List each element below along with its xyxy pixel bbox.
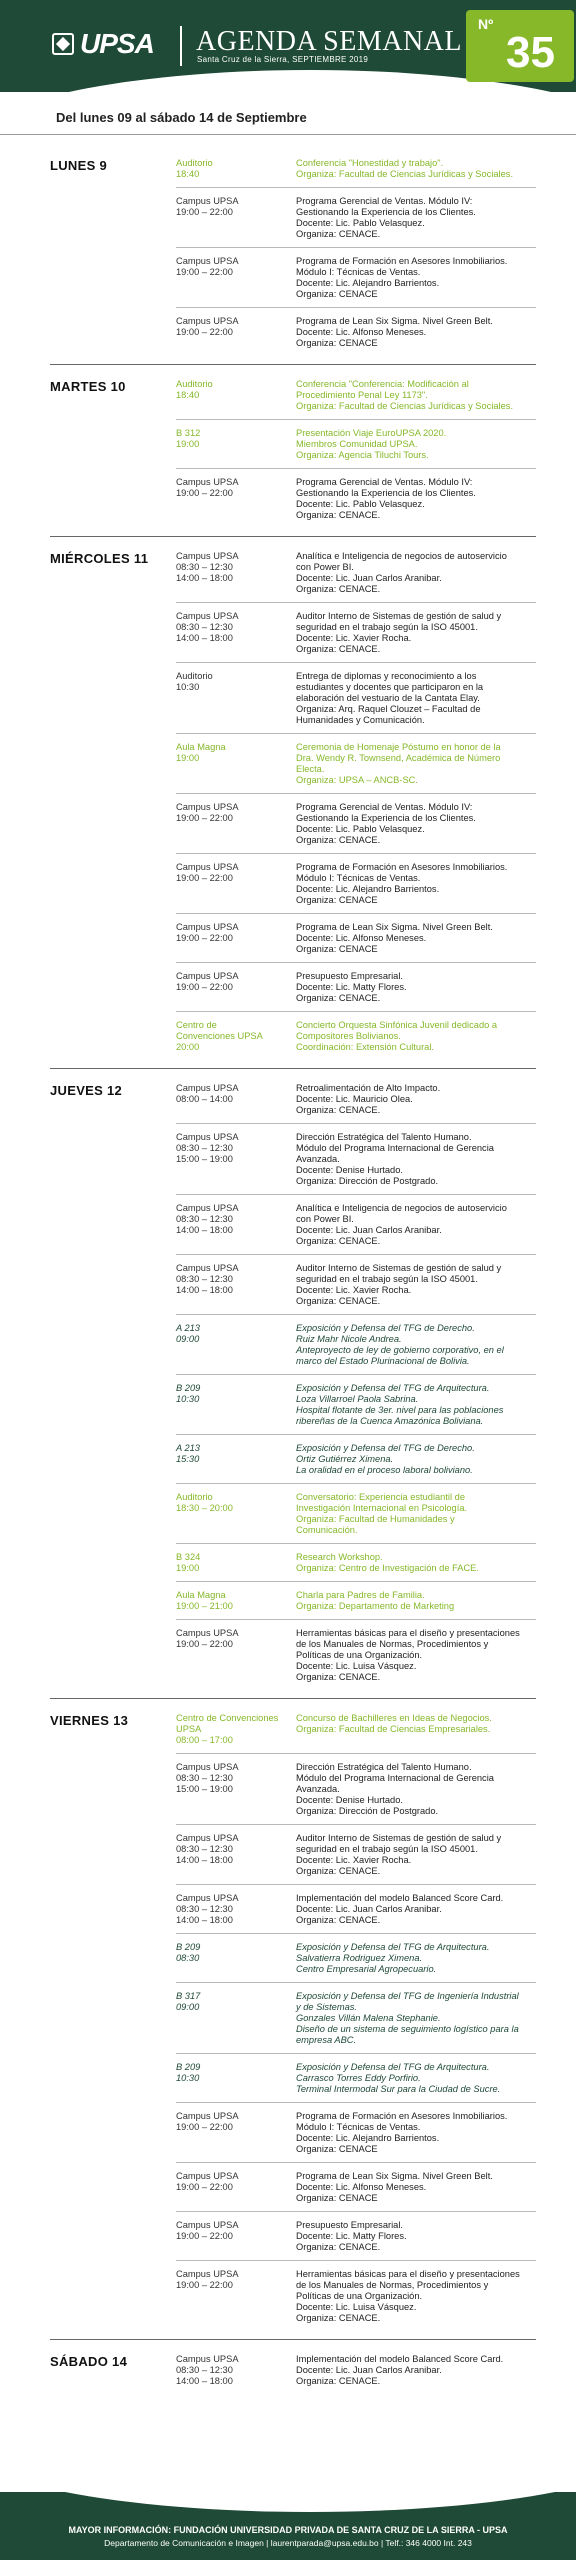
event-item [176, 1011, 536, 1060]
event-item [176, 1314, 536, 1374]
event-place-time: Campus UPSA 19:00 – 22:00 [176, 1628, 239, 1649]
event-item [176, 1619, 536, 1690]
event-place-time: Auditorio 18:40 [176, 158, 213, 179]
footer-curve [0, 2492, 576, 2512]
event-place-time: B 317 09:00 [176, 1991, 201, 2012]
day-name: MIÉRCOLES 11 [50, 551, 149, 566]
day-name: JUEVES 12 [50, 1083, 123, 1098]
logo-text: UPSA [80, 28, 154, 59]
event-place-time: A 213 09:00 [176, 1323, 200, 1344]
day-divider [50, 1068, 536, 1069]
event-item [176, 2346, 536, 2394]
event-place-time: Campus UPSA 19:00 – 22:00 [176, 2220, 239, 2241]
day-name: VIERNES 13 [50, 1713, 129, 1728]
footer-info: MAYOR INFORMACIÓN: FUNDACIÓN UNIVERSIDAD PRIVADA DE SANTA CRUZ DE LA SIERRA - UPSA [68, 2525, 508, 2535]
event-description: Exposición y Defensa del TFG de Derecho. Ruiz Mahr Nicole Andrea. Anteproyecto de ley de gobierno corporativo, en el marco del Estado Plurinacional de Bolivia. [296, 1323, 504, 1366]
week-period: Del lunes 09 al sábado 14 de Septiembre [56, 110, 307, 125]
event-item [176, 1933, 536, 1982]
event-place-time: Campus UPSA 19:00 – 22:00 [176, 2111, 239, 2132]
event-item [176, 1123, 536, 1194]
event-item [176, 1884, 536, 1933]
event-description: Programa de Lean Six Sigma. Nivel Green Belt. Docente: Lic. Alfonso Meneses. Organiza: CENACE [296, 922, 493, 954]
event-item [176, 1434, 536, 1483]
issue-number-box [466, 10, 574, 82]
footer-banner [0, 2492, 576, 2560]
event-description: Retroalimentación de Alto Impacto. Docente: Lic. Mauricio Olea. Organiza: CENACE. [296, 1083, 441, 1115]
event-place-time: Centro de Convenciones UPSA 20:00 [176, 1020, 263, 1052]
event-place-time: Campus UPSA 19:00 – 22:00 [176, 2269, 239, 2290]
event-item [176, 187, 536, 247]
event-place-time: B 209 10:30 [176, 1383, 201, 1404]
day-section [50, 543, 536, 1064]
event-description: Exposición y Defensa del TFG de Arquitectura. Salvatierra Rodriguez Ximena. Centro Empresarial Agropecuario. [296, 1942, 490, 1974]
event-place-time: Campus UPSA 19:00 – 22:00 [176, 316, 239, 337]
event-description: Ceremonia de Homenaje Póstumo en honor de la Dra. Wendy R. Townsend, Académica de Número Electa. Organiza: UPSA – ANCB-SC. [296, 742, 501, 785]
event-item [176, 1543, 536, 1581]
event-place-time: Auditorio 18:30 – 20:00 [176, 1492, 233, 1513]
event-item [176, 247, 536, 307]
day-divider [50, 2339, 536, 2340]
event-place-time: Campus UPSA 19:00 – 22:00 [176, 196, 239, 217]
event-item [176, 913, 536, 962]
event-place-time: Campus UPSA 08:30 – 12:30 14:00 – 18:00 [176, 1893, 239, 1925]
event-place-time: Auditorio 10:30 [176, 671, 213, 692]
event-item [176, 733, 536, 793]
upsa-logo [52, 28, 154, 60]
event-item [176, 1254, 536, 1314]
event-place-time: Auditorio 18:40 [176, 379, 213, 400]
event-description: Presentación Viaje EuroUPSA 2020. Miembros Comunidad UPSA. Organiza: Agencia Tiluchi Tours. [296, 428, 447, 460]
event-item [176, 150, 536, 187]
event-description: Programa Gerencial de Ventas. Módulo IV: Gestionando la Experiencia de los Clientes. Docente: Lic. Pablo Velasquez. Organiza: CENACE. [296, 196, 476, 239]
event-description: Dirección Estratégica del Talento Humano. Módulo del Programa Internacional de Gerencia Avanzada. Docente: Denise Hurtado. Organiza: Dirección de Postgrado. [296, 1132, 494, 1186]
event-description: Conferencia "Conferencia: Modificación al Procedimiento Penal Ley 1173". Organiza: Facultad de Ciencias Jurídicas y Sociales. [296, 379, 514, 411]
event-place-time: Campus UPSA 08:00 – 14:00 [176, 1083, 239, 1104]
event-description: Implementación del modelo Balanced Score Card. Docente: Lic. Juan Carlos Aranibar. Organiza: CENACE. [296, 2354, 504, 2386]
event-item [176, 853, 536, 913]
event-item [176, 2102, 536, 2162]
event-place-time: B 209 10:30 [176, 2062, 201, 2083]
event-description: Entrega de diplomas y reconocimiento a los estudiantes y docentes que participaron en la elaboración del vestuario de la Cantata Elay. Organiza: Arq. Raquel Clouzet – Facultad de Humanidades y Comunicación. [296, 671, 484, 725]
event-description: Auditor Interno de Sistemas de gestión de salud y seguridad en el trabajo según la ISO 45001. Docente: Lic. Xavier Rocha. Organiza: CENACE. [296, 1833, 502, 1876]
event-place-time: B 312 19:00 [176, 428, 201, 449]
event-place-time: Campus UPSA 19:00 – 22:00 [176, 862, 239, 883]
agenda-title: AGENDA SEMANAL [196, 26, 462, 57]
day-section [50, 371, 536, 532]
event-description: Concierto Orquesta Sinfónica Juvenil dedicado a Compositores Bolivianos. Coordinación: Extensión Cultural. [296, 1020, 498, 1052]
event-description: Exposición y Defensa del TFG de Ingeniería Industrial y de Sistemas. Gonzales Villán Malena Stephanie. Diseño de un sistema de seguimiento logístico para la empresa ABC. [296, 1991, 519, 2045]
event-place-time: B 324 19:00 [176, 1552, 201, 1573]
event-item [176, 793, 536, 853]
event-item [176, 419, 536, 468]
event-description: Analítica e Inteligencia de negocios de autoservicio con Power BI. Docente: Lic. Juan Carlos Aranibar. Organiza: CENACE. [296, 551, 507, 594]
header-banner [0, 0, 576, 92]
event-description: Concurso de Bachilleres en Ideas de Negocios. Organiza: Facultad de Ciencias Empresariales. [296, 1713, 492, 1734]
event-description: Programa Gerencial de Ventas. Módulo IV: Gestionando la Experiencia de los Clientes. Docente: Lic. Pablo Velasquez. Organiza: CENACE. [296, 802, 476, 845]
event-description: Programa de Formación en Asesores Inmobiliarios. Módulo I: Técnicas de Ventas. Docente: Lic. Alejandro Barrientos. Organiza: CENACE [296, 256, 508, 299]
header-divider [180, 26, 182, 66]
event-item [176, 543, 536, 602]
event-description: Research Workshop. Organiza: Centro de Investigación de FACE. [296, 1552, 479, 1573]
event-item [176, 1075, 536, 1123]
event-item [176, 371, 536, 419]
day-name: SÁBADO 14 [50, 2354, 128, 2369]
event-place-time: Campus UPSA 19:00 – 22:00 [176, 256, 239, 277]
event-item [176, 1824, 536, 1884]
event-place-time: Campus UPSA 08:30 – 12:30 14:00 – 18:00 [176, 2354, 239, 2386]
event-description: Conferencia "Honestidad y trabajo". Organiza: Facultad de Ciencias Jurídicas y Sociales. [296, 158, 514, 179]
event-description: Programa de Lean Six Sigma. Nivel Green Belt. Docente: Lic. Alfonso Meneses. Organiza: CENACE [296, 2171, 493, 2203]
event-item [176, 662, 536, 733]
event-place-time: Aula Magna 19:00 – 21:00 [176, 1590, 233, 1611]
event-item [176, 602, 536, 662]
event-place-time: Campus UPSA 19:00 – 22:00 [176, 477, 239, 498]
event-description: Presupuesto Empresarial. Docente: Lic. Matty Flores. Organiza: CENACE. [296, 971, 407, 1003]
day-name: MARTES 10 [50, 379, 126, 394]
event-place-time: Campus UPSA 08:30 – 12:30 14:00 – 18:00 [176, 1203, 239, 1235]
event-description: Herramientas básicas para el diseño y presentaciones de los Manuales de Normas, Procedimientos y Políticas de una Organización. Docente: Lic. Luisa Vásquez. Organiza: CENACE. [296, 1628, 520, 1682]
issue-number-label: Nº [478, 16, 494, 32]
event-place-time: Campus UPSA 08:30 – 12:30 15:00 – 19:00 [176, 1132, 239, 1164]
agenda-subtitle: Santa Cruz de la Sierra, SEPTIEMBRE 2019 [197, 55, 369, 64]
event-description: Programa de Lean Six Sigma. Nivel Green Belt. Docente: Lic. Alfonso Meneses. Organiza: CENACE [296, 316, 493, 348]
event-place-time: Campus UPSA 08:30 – 12:30 14:00 – 18:00 [176, 551, 239, 583]
event-item [176, 1483, 536, 1543]
event-place-time: Campus UPSA 19:00 – 22:00 [176, 971, 239, 992]
event-description: Programa Gerencial de Ventas. Módulo IV: Gestionando la Experiencia de los Clientes. Docente: Lic. Pablo Velasquez. Organiza: CENACE. [296, 477, 476, 520]
event-item [176, 2260, 536, 2331]
event-description: Herramientas básicas para el diseño y presentaciones de los Manuales de Normas, Procedimientos y Políticas de una Organización. Docente: Lic. Luisa Vásquez. Organiza: CENACE. [296, 2269, 520, 2323]
event-place-time: Campus UPSA 19:00 – 22:00 [176, 802, 239, 823]
event-description: Conversatorio: Experiencia estudiantil de Investigación Internacional en Psicología. Organiza: Facultad de Humanidades y Comunicación. [296, 1492, 468, 1535]
event-place-time: Campus UPSA 08:30 – 12:30 14:00 – 18:00 [176, 1263, 239, 1295]
day-section [50, 2346, 536, 2398]
event-description: Programa de Formación en Asesores Inmobiliarios. Módulo I: Técnicas de Ventas. Docente: Lic. Alejandro Barrientos. Organiza: CENACE [296, 2111, 508, 2154]
period-divider [0, 134, 576, 135]
weekly-schedule [50, 150, 536, 2398]
day-section [50, 1075, 536, 1694]
day-divider [50, 364, 536, 365]
event-item [176, 2211, 536, 2260]
day-section [50, 1705, 536, 2335]
event-item [176, 1581, 536, 1619]
event-item [176, 2053, 536, 2102]
day-divider [50, 536, 536, 537]
event-place-time: B 209 08:30 [176, 1942, 201, 1963]
event-place-time: Centro de Convenciones UPSA 08:00 – 17:00 [176, 1713, 279, 1745]
event-place-time: Aula Magna 19:00 [176, 742, 226, 763]
upsa-emblem-icon [52, 33, 74, 55]
event-place-time: Campus UPSA 19:00 – 22:00 [176, 922, 239, 943]
footer-contact: Departamento de Comunicación e Imagen | laurentparada@upsa.edu.bo | Telf.: 346 4000 Int. 243 [104, 2538, 472, 2548]
event-item [176, 307, 536, 356]
event-place-time: Campus UPSA 19:00 – 22:00 [176, 2171, 239, 2192]
event-place-time: Campus UPSA 08:30 – 12:30 15:00 – 19:00 [176, 1762, 239, 1794]
event-description: Presupuesto Empresarial. Docente: Lic. Matty Flores. Organiza: CENACE. [296, 2220, 407, 2252]
day-divider [50, 1698, 536, 1699]
event-description: Charla para Padres de Familia. Organiza: Departamento de Marketing [296, 1590, 455, 1611]
event-item [176, 1753, 536, 1824]
event-item [176, 468, 536, 528]
event-description: Implementación del modelo Balanced Score Card. Docente: Lic. Juan Carlos Aranibar. Organiza: CENACE. [296, 1893, 504, 1925]
event-item [176, 1982, 536, 2053]
day-name: LUNES 9 [50, 158, 108, 173]
event-item [176, 962, 536, 1011]
event-item [176, 1705, 536, 1753]
event-description: Auditor Interno de Sistemas de gestión de salud y seguridad en el trabajo según la ISO 45001. Docente: Lic. Xavier Rocha. Organiza: CENACE. [296, 611, 502, 654]
event-item [176, 1374, 536, 1434]
event-description: Exposición y Defensa del TFG de Arquitectura. Carrasco Torres Eddy Porfirio. Terminal Intermodal Sur para la Ciudad de Sucre. [296, 2062, 501, 2094]
event-place-time: Campus UPSA 08:30 – 12:30 14:00 – 18:00 [176, 1833, 239, 1865]
event-description: Analítica e Inteligencia de negocios de autoservicio con Power BI. Docente: Lic. Juan Carlos Aranibar. Organiza: CENACE. [296, 1203, 507, 1246]
event-item [176, 1194, 536, 1254]
event-item [176, 2162, 536, 2211]
day-section [50, 150, 536, 360]
event-description: Dirección Estratégica del Talento Humano. Módulo del Programa Internacional de Gerencia Avanzada. Docente: Denise Hurtado. Organiza: Dirección de Postgrado. [296, 1762, 494, 1816]
event-description: Exposición y Defensa del TFG de Derecho. Ortiz Gutiérrez Ximena. La oralidad en el proceso laboral boliviano. [296, 1443, 475, 1475]
event-description: Exposición y Defensa del TFG de Arquitectura. Loza Villarroel Paola Sabrina. Hospital flotante de 3er. nivel para las poblaciones ribereñas de la Cuenca Amazónica Boliviana. [296, 1383, 504, 1426]
event-description: Programa de Formación en Asesores Inmobiliarios. Módulo I: Técnicas de Ventas. Docente: Lic. Alejandro Barrientos. Organiza: CENACE [296, 862, 508, 905]
issue-number: 35 [506, 28, 555, 77]
event-place-time: A 213 15:30 [176, 1443, 200, 1464]
event-description: Auditor Interno de Sistemas de gestión de salud y seguridad en el trabajo según la ISO 45001. Docente: Lic. Xavier Rocha. Organiza: CENACE. [296, 1263, 502, 1306]
event-place-time: Campus UPSA 08:30 – 12:30 14:00 – 18:00 [176, 611, 239, 643]
